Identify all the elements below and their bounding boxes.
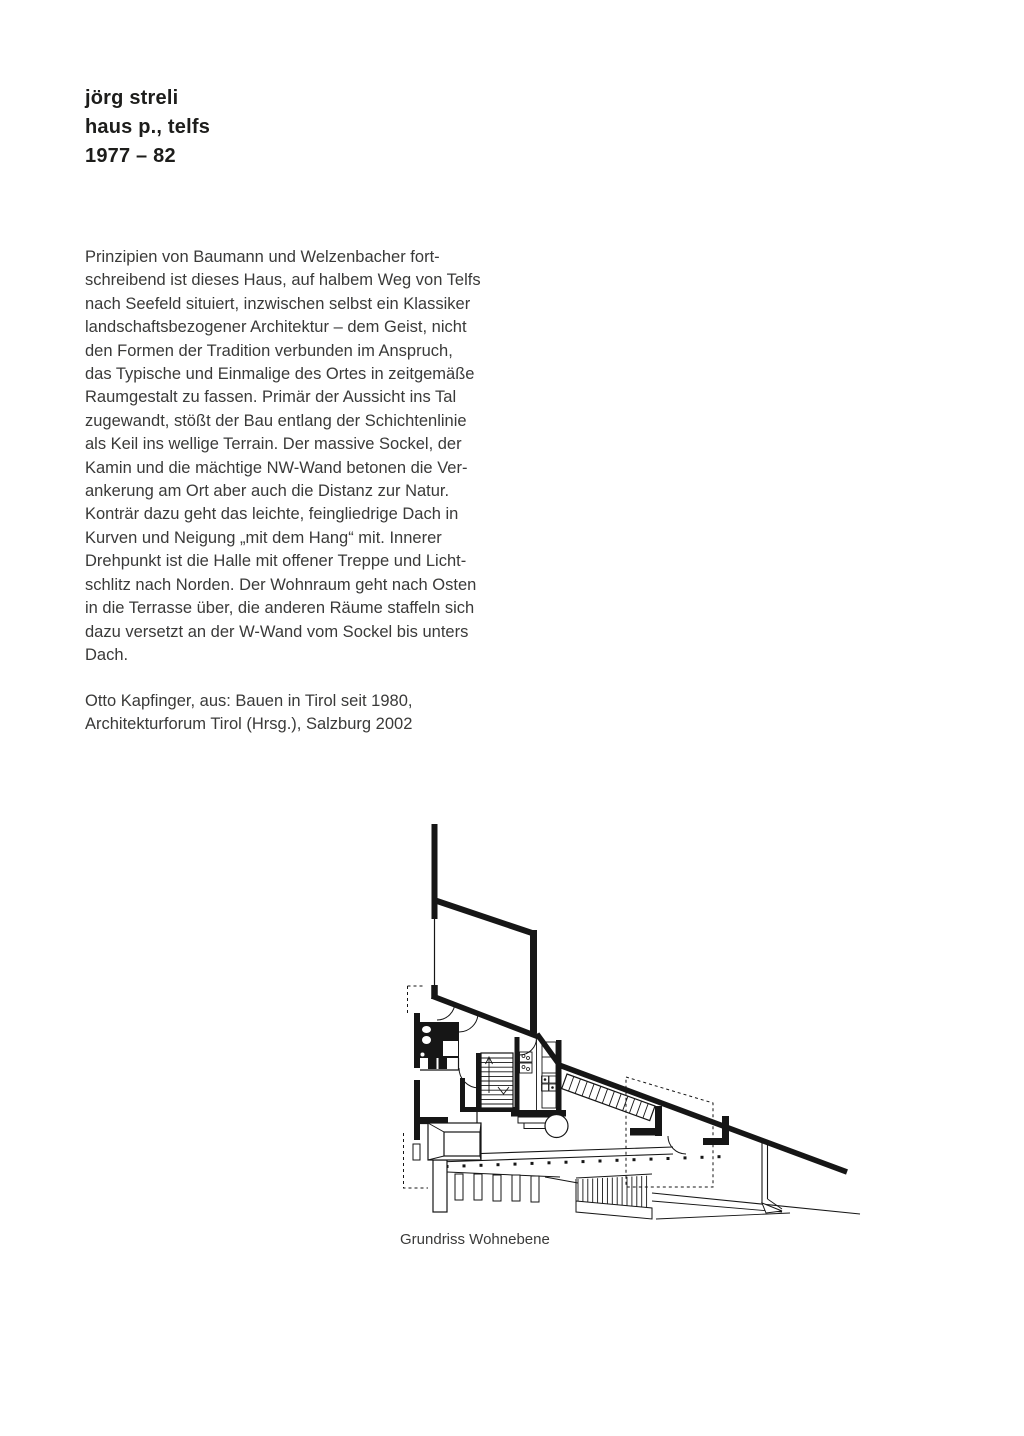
body-line: Raumgestalt zu fassen. Primär der Aussicht ins Tal — [85, 388, 457, 407]
body-line: schlitz nach Norden. Der Wohnraum geht nach Osten — [85, 575, 477, 594]
body-line: als Keil ins wellige Terrain. Der massive Sockel, der — [85, 435, 462, 454]
west-wall — [413, 1013, 420, 1160]
kitchen — [511, 1037, 568, 1138]
body-line: Dach. — [85, 645, 129, 664]
body-line: landschaftsbezogener Architektur – dem Geist, nicht — [85, 318, 467, 337]
body-line: den Formen der Tradition verbunden im Anspruch, — [85, 341, 453, 360]
body-text — [85, 246, 481, 667]
planter-box — [428, 1123, 481, 1160]
garden-stair — [576, 1174, 860, 1219]
bathroom — [420, 1022, 459, 1069]
body-line: das Typische und Einmalige des Ortes in zeitgemäße — [85, 365, 475, 384]
body-line: in die Terrasse über, die anderen Räume staffeln sich — [85, 599, 475, 618]
citation — [85, 690, 412, 737]
round-table — [545, 1115, 568, 1138]
title-block — [85, 84, 210, 171]
body-line: Konträr dazu geht das leichte, feingliedrige Dach in — [85, 505, 459, 524]
figure-caption: Grundriss Wohnebene — [400, 1231, 550, 1248]
body-line: ankerung am Ort aber auch die Distanz zur Natur. — [85, 482, 450, 501]
citation-line: Otto Kapfinger, aus: Bauen in Tirol seit 1980, — [85, 692, 413, 710]
body-line: zugewandt, stößt der Bau entlang der Schichtenlinie — [85, 411, 467, 430]
body-line: Drehpunkt ist die Halle mit offener Treppe und Licht- — [85, 552, 467, 571]
architect-name: jörg streli — [85, 87, 179, 109]
floor-plan-drawing — [398, 820, 864, 1232]
east-terrace-wall — [762, 1142, 782, 1213]
hillside-stair — [562, 1074, 729, 1145]
main-stair — [481, 1053, 513, 1108]
body-line: Kurven und Neigung „mit dem Hang“ mit. Innerer — [85, 528, 442, 547]
deck-pillar — [433, 1160, 447, 1212]
body-line: Prinzipien von Baumann und Welzenbacher fort- — [85, 248, 440, 266]
citation-line: Architekturforum Tirol (Hrsg.), Salzburg 2002 — [85, 715, 413, 734]
body-line: Kamin und die mächtige NW-Wand betonen die Ver- — [85, 458, 468, 477]
project-years: 1977 – 82 — [85, 145, 176, 167]
body-line: nach Seefeld situiert, inzwischen selbst ein Klassiker — [85, 294, 471, 313]
project-name: haus p., telfs — [85, 116, 211, 138]
body-line: dazu versetzt an der W-Wand vom Sockel bis unters — [85, 622, 469, 641]
body-line: schreibend ist dieses Haus, auf halbem Weg von Telfs — [85, 271, 481, 290]
